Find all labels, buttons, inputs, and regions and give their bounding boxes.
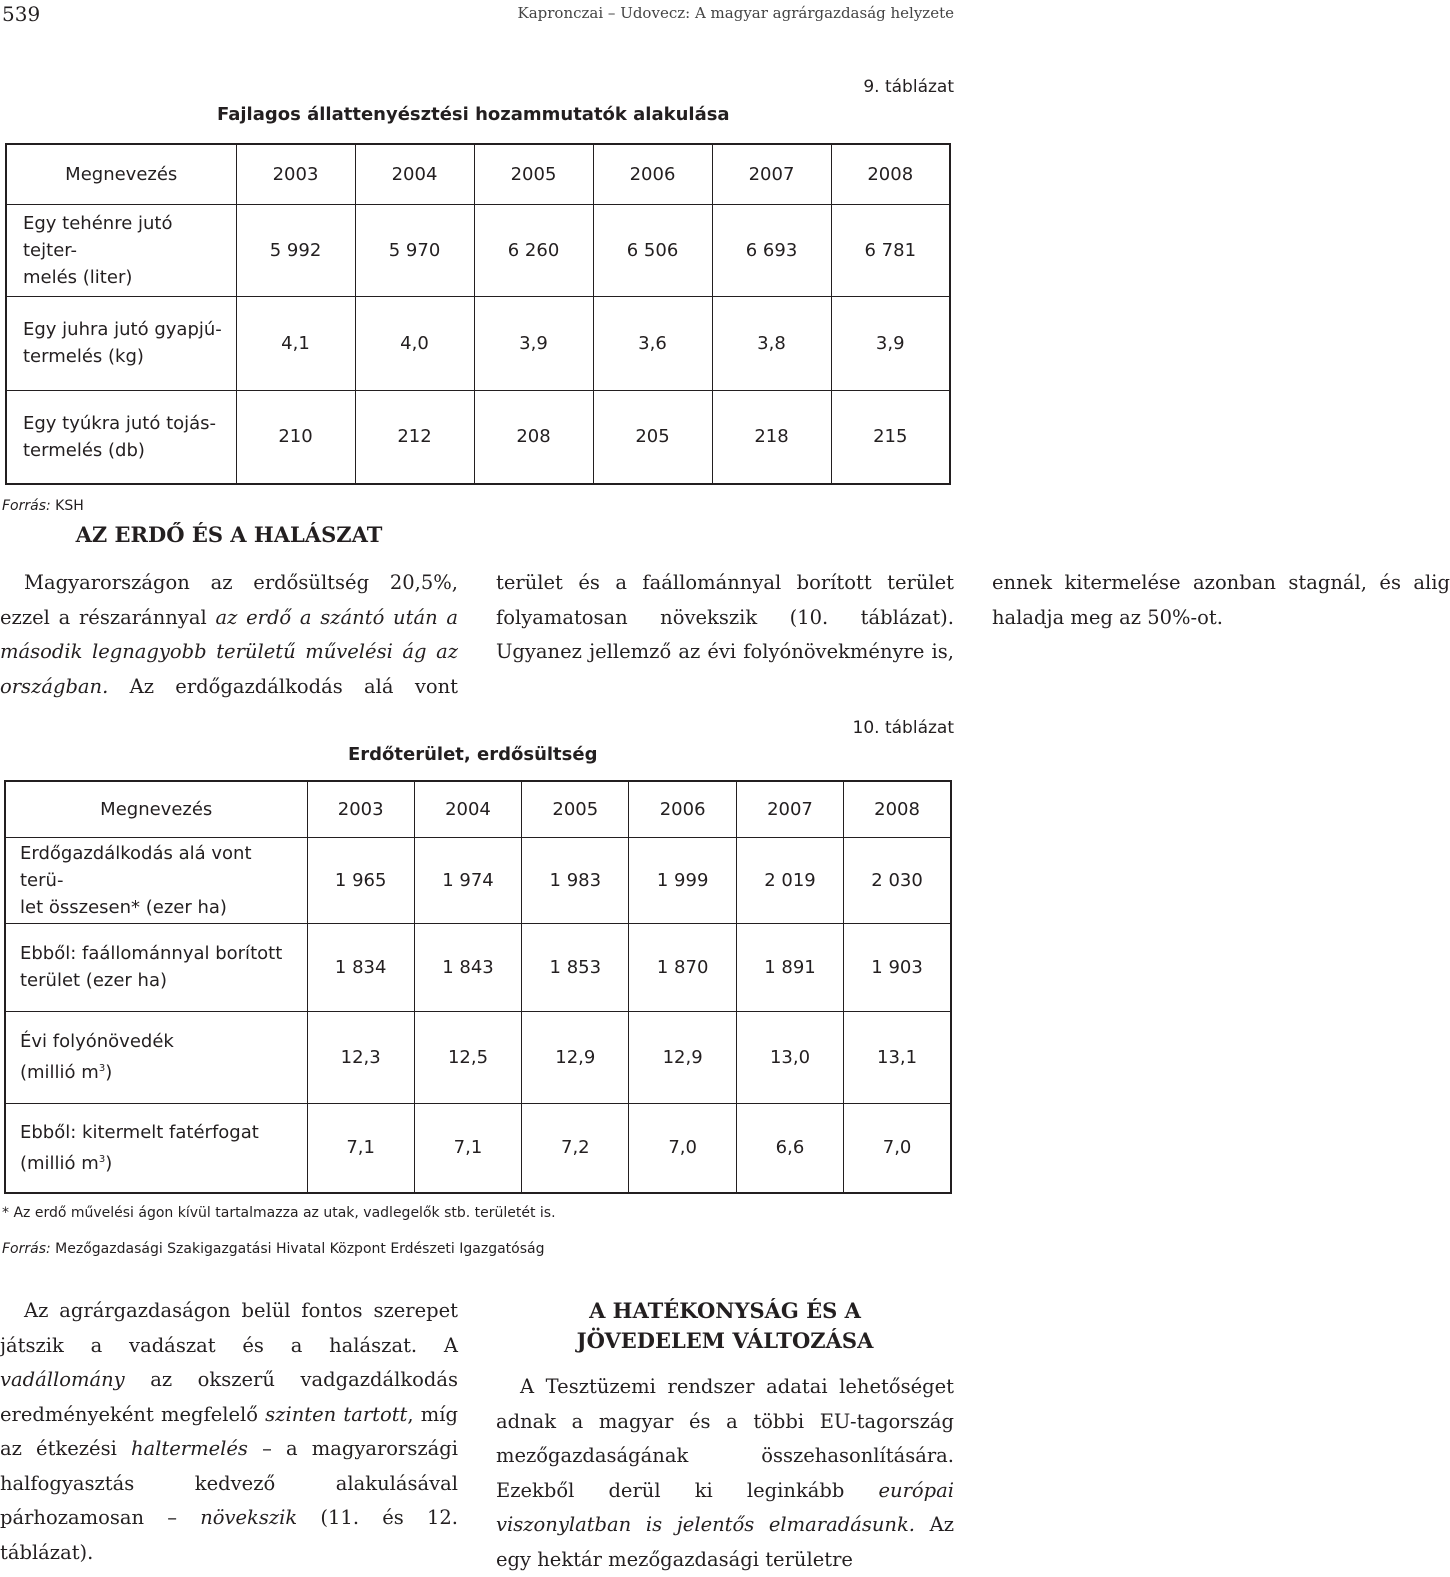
table-cell: 12,5 bbox=[414, 1011, 521, 1103]
table10-col-header: 2003 bbox=[307, 781, 414, 837]
table-cell: 7,2 bbox=[522, 1103, 629, 1193]
section2-paragraph: Az agrárgazdaságon belül fontos szerepet játszik a vadászat és a halászat. A vadállomány az okszerű vadgazdálkodás eredményeként megfelelő szinten tartott, míg az étkezési haltermelés – a magyarországi halfogyasztás kedvező alakulásával párhozamosan – növekszik (11. és 12. táblázat). bbox=[0, 1299, 458, 1564]
table9-col-header: 2008 bbox=[831, 144, 950, 204]
table-cell: 212 bbox=[355, 390, 474, 484]
table-cell: 12,9 bbox=[629, 1011, 736, 1103]
table9-col-header: 2007 bbox=[712, 144, 831, 204]
table-cell: 215 bbox=[831, 390, 950, 484]
table-cell: 3,8 bbox=[712, 296, 831, 390]
table-cell: 13,0 bbox=[736, 1011, 843, 1103]
row-label: Egy tehénre jutó tejter- melés (liter) bbox=[6, 204, 236, 296]
section3-heading: A HATÉKONYSÁG ÉS A JÖVEDELEM VÁLTOZÁSA bbox=[576, 1298, 874, 1353]
table9-header-row bbox=[6, 144, 950, 204]
row-label: Erdőgazdálkodás alá vont terü- let összesen* (ezer ha) bbox=[5, 837, 307, 923]
table10-col-header: 2008 bbox=[844, 781, 951, 837]
table10-col-header: 2006 bbox=[629, 781, 736, 837]
table-cell: 4,1 bbox=[236, 296, 355, 390]
table9-col-header: 2006 bbox=[593, 144, 712, 204]
table10-title: Erdőterület, erdősültség bbox=[348, 744, 598, 765]
row-label: Ebből: kitermelt fatérfogat (millió $m^3$) bbox=[5, 1103, 307, 1193]
section1-body bbox=[0, 566, 1450, 708]
table9-col-header: 2005 bbox=[474, 144, 593, 204]
running-head: Kapronczai – Udovecz: A magyar agrárgazdaság helyzete bbox=[517, 4, 954, 22]
table-cell: 7,0 bbox=[629, 1103, 736, 1193]
table-cell: 6,6 bbox=[736, 1103, 843, 1193]
section2-column bbox=[0, 1294, 458, 1570]
table-cell: 6 506 bbox=[593, 204, 712, 296]
section3-paragraph: A Tesztüzemi rendszer adatai lehetőséget adnak a magyar és a többi EU-tagország mezőgazdaságának összehasonlítására. Ezekből derül ki leginkább európai viszonylatban is jelentős elmaradásunk. Az egy hektár mezőgazdasági területre bbox=[496, 1375, 954, 1571]
table-cell: 1 903 bbox=[844, 923, 951, 1011]
table-cell: 5 970 bbox=[355, 204, 474, 296]
table9 bbox=[5, 143, 951, 485]
table-cell: 12,9 bbox=[522, 1011, 629, 1103]
table-cell: 218 bbox=[712, 390, 831, 484]
table10-source: Forrás: Mezőgazdasági Szakigazgatási Hivatal Központ Erdészeti Igazgatóság bbox=[2, 1241, 545, 1257]
row-label: Egy juhra jutó gyapjú- termelés (kg) bbox=[6, 296, 236, 390]
row-label: Évi folyónövedék (millió $m^3$) bbox=[5, 1011, 307, 1103]
table-row bbox=[6, 296, 950, 390]
row-label: Egy tyúkra jutó tojás- termelés (db) bbox=[6, 390, 236, 484]
section3-column bbox=[496, 1296, 954, 1577]
table-cell: 6 260 bbox=[474, 204, 593, 296]
page-number: 539 bbox=[2, 2, 41, 26]
table-row bbox=[5, 837, 951, 923]
table-cell: 1 843 bbox=[414, 923, 521, 1011]
table-cell: 1 891 bbox=[736, 923, 843, 1011]
table-cell: 4,0 bbox=[355, 296, 474, 390]
section1-paragraph: Magyarországon az erdősültség 20,5%, ezzel a részaránnyal az erdő a szántó után a második legnagyobb területű művelési ág az országban. Az erdőgazdálkodás alá vont terület és a faállománnyal borított terület folyamatosan növekszik (10. táblázat). Ugyanez jellemző az évi folyónövekményre is, ennek kitermelése azonban stagnál, és alig haladja meg az 50%-ot. bbox=[0, 571, 1450, 698]
row-label: Ebből: faállománnyal borított terület (ezer ha) bbox=[5, 923, 307, 1011]
table9-col-header: 2003 bbox=[236, 144, 355, 204]
table-cell: 3,6 bbox=[593, 296, 712, 390]
table-cell: 6 693 bbox=[712, 204, 831, 296]
table10-col-header: 2007 bbox=[736, 781, 843, 837]
table-cell: 6 781 bbox=[831, 204, 950, 296]
table-row bbox=[5, 1103, 951, 1193]
table-cell: 7,0 bbox=[844, 1103, 951, 1193]
table-cell: 208 bbox=[474, 390, 593, 484]
table-cell: 205 bbox=[593, 390, 712, 484]
table-cell: 1 974 bbox=[414, 837, 521, 923]
table10 bbox=[4, 780, 952, 1194]
table-cell: 13,1 bbox=[844, 1011, 951, 1103]
table9-label: 9. táblázat bbox=[863, 77, 954, 97]
table-cell: 1 870 bbox=[629, 923, 736, 1011]
table-cell: 7,1 bbox=[414, 1103, 521, 1193]
table10-col-header: Megnevezés bbox=[5, 781, 307, 837]
table-cell: 210 bbox=[236, 390, 355, 484]
table-cell: 2 030 bbox=[844, 837, 951, 923]
table-row bbox=[6, 390, 950, 484]
table-cell: 1 983 bbox=[522, 837, 629, 923]
table-cell: 1 834 bbox=[307, 923, 414, 1011]
table-cell: 1 853 bbox=[522, 923, 629, 1011]
table10-label: 10. táblázat bbox=[852, 718, 954, 738]
table-row bbox=[5, 923, 951, 1011]
table-row bbox=[6, 204, 950, 296]
table-cell: 1 965 bbox=[307, 837, 414, 923]
table10-footnote: * Az erdő művelési ágon kívül tartalmazza az utak, vadlegelők stb. területét is. bbox=[2, 1205, 556, 1221]
table10-header-row bbox=[5, 781, 951, 837]
table10-col-header: 2004 bbox=[414, 781, 521, 837]
table-cell: 5 992 bbox=[236, 204, 355, 296]
table9-col-header: 2004 bbox=[355, 144, 474, 204]
table-cell: 1 999 bbox=[629, 837, 736, 923]
table9-title: Fajlagos állattenyésztési hozammutatók alakulása bbox=[217, 104, 730, 125]
table-cell: 2 019 bbox=[736, 837, 843, 923]
table-cell: 7,1 bbox=[307, 1103, 414, 1193]
section1-heading: AZ ERDŐ ÉS A HALÁSZAT bbox=[75, 522, 383, 547]
section1-left-column bbox=[0, 520, 458, 550]
table-cell: 3,9 bbox=[474, 296, 593, 390]
table-cell: 3,9 bbox=[831, 296, 950, 390]
table10-col-header: 2005 bbox=[522, 781, 629, 837]
table-cell: 12,3 bbox=[307, 1011, 414, 1103]
table9-source: Forrás: KSH bbox=[2, 498, 84, 514]
table9-col-header: Megnevezés bbox=[6, 144, 236, 204]
table-row bbox=[5, 1011, 951, 1103]
